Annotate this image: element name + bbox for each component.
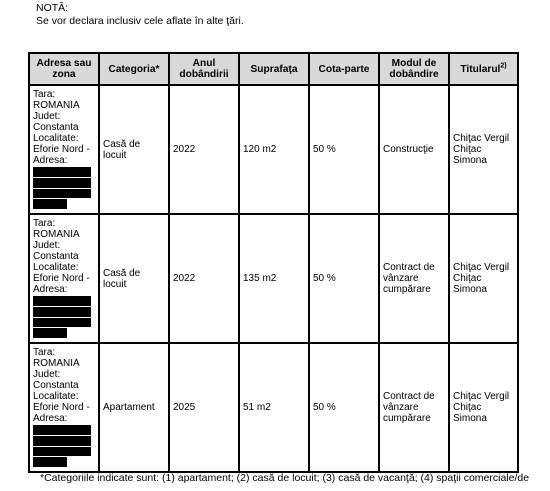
address-cell xyxy=(29,214,99,343)
redacted-address xyxy=(33,167,95,209)
category-cell: Casă de locuit xyxy=(99,214,169,343)
category-cell: Casă de locuit xyxy=(99,85,169,214)
address-line: Tara: xyxy=(33,89,56,100)
header-owner-label: Titularul xyxy=(460,63,501,75)
address-line: Localitate: xyxy=(33,133,79,144)
owner-name: Chiţac Simona xyxy=(453,273,487,295)
share-cell: 50 % xyxy=(309,343,379,472)
table-row xyxy=(29,343,518,472)
mode-cell: Contract de vânzare cumpărare xyxy=(379,343,449,472)
header-owner xyxy=(449,53,518,85)
address-line: Localitate: xyxy=(33,262,79,273)
category-cell: Apartament xyxy=(99,343,169,472)
address-line: Adresa: xyxy=(33,284,68,295)
redaction-bar xyxy=(33,189,91,198)
redaction-bar xyxy=(33,425,91,435)
redaction-bar xyxy=(33,318,91,327)
category-footnote: *Categoriile indicate sunt: (1) apartament; (2) casă de locuit; (3) casă de vacanţă; (4) spaţii comerciale/de xyxy=(40,472,530,484)
redaction-bar xyxy=(33,307,91,317)
owner-cell xyxy=(449,85,518,214)
note-text: Se vor declara inclusiv cele aflate în alte ţări. xyxy=(36,15,244,27)
address-line: Constanta xyxy=(33,251,79,262)
address-line: Adresa: xyxy=(33,413,68,424)
address-line: Localitate: xyxy=(33,391,79,402)
owner-name: Chiţac Simona xyxy=(453,402,487,424)
header-mode: Modul de dobândire xyxy=(379,53,449,85)
redacted-address xyxy=(33,296,95,338)
address-line: Judet: xyxy=(33,240,61,251)
address-line: Judet: xyxy=(33,111,61,122)
property-table xyxy=(28,52,519,473)
share-cell: 50 % xyxy=(309,85,379,214)
address-line: Adresa: xyxy=(33,155,68,166)
year-cell: 2025 xyxy=(169,343,239,472)
redacted-address xyxy=(33,425,95,467)
address-line: Tara: xyxy=(33,347,56,358)
table-row xyxy=(29,85,518,214)
note-title: NOTĂ: xyxy=(36,2,69,14)
redaction-bar xyxy=(33,167,91,177)
address-line: Tara: xyxy=(33,218,56,229)
owner-cell xyxy=(449,214,518,343)
address-line: Constanta xyxy=(33,380,79,391)
redaction-bar xyxy=(33,328,67,338)
area-cell: 135 m2 xyxy=(239,214,309,343)
address-line: Constanta xyxy=(33,122,79,133)
header-share: Cota-parte xyxy=(309,53,379,85)
mode-cell: Contract de vânzare cumpărare xyxy=(379,214,449,343)
redaction-bar xyxy=(33,296,91,306)
area-cell: 51 m2 xyxy=(239,343,309,472)
address-line: Eforie Nord - xyxy=(33,402,90,413)
redaction-bar xyxy=(33,436,91,446)
share-cell: 50 % xyxy=(309,214,379,343)
address-line: ROMANIA xyxy=(33,100,80,111)
redaction-bar xyxy=(33,457,67,467)
redaction-bar xyxy=(33,178,91,188)
redaction-bar xyxy=(33,199,67,209)
address-line: Eforie Nord - xyxy=(33,144,90,155)
owner-name: Chiţac Vergil xyxy=(453,133,510,144)
address-line: ROMANIA xyxy=(33,229,80,240)
year-cell: 2022 xyxy=(169,85,239,214)
address-line: Judet: xyxy=(33,369,61,380)
header-address: Adresa sau zona xyxy=(29,53,99,85)
owner-name: Chiţac Simona xyxy=(453,144,487,166)
owner-name: Chiţac Vergil xyxy=(453,391,510,402)
redaction-bar xyxy=(33,447,91,456)
address-cell xyxy=(29,85,99,214)
address-line: Eforie Nord - xyxy=(33,273,90,284)
address-cell xyxy=(29,343,99,472)
header-category: Categoria* xyxy=(99,53,169,85)
header-year: Anul dobândirii xyxy=(169,53,239,85)
year-cell: 2022 xyxy=(169,214,239,343)
owner-name: Chiţac Vergil xyxy=(453,262,510,273)
header-owner-footnote: 2) xyxy=(500,62,507,70)
area-cell: 120 m2 xyxy=(239,85,309,214)
owner-cell xyxy=(449,343,518,472)
table-header-row xyxy=(29,53,518,85)
mode-cell: Construcţie xyxy=(379,85,449,214)
table-row xyxy=(29,214,518,343)
note xyxy=(36,2,244,28)
header-area: Suprafaţa xyxy=(239,53,309,85)
address-line: ROMANIA xyxy=(33,358,80,369)
